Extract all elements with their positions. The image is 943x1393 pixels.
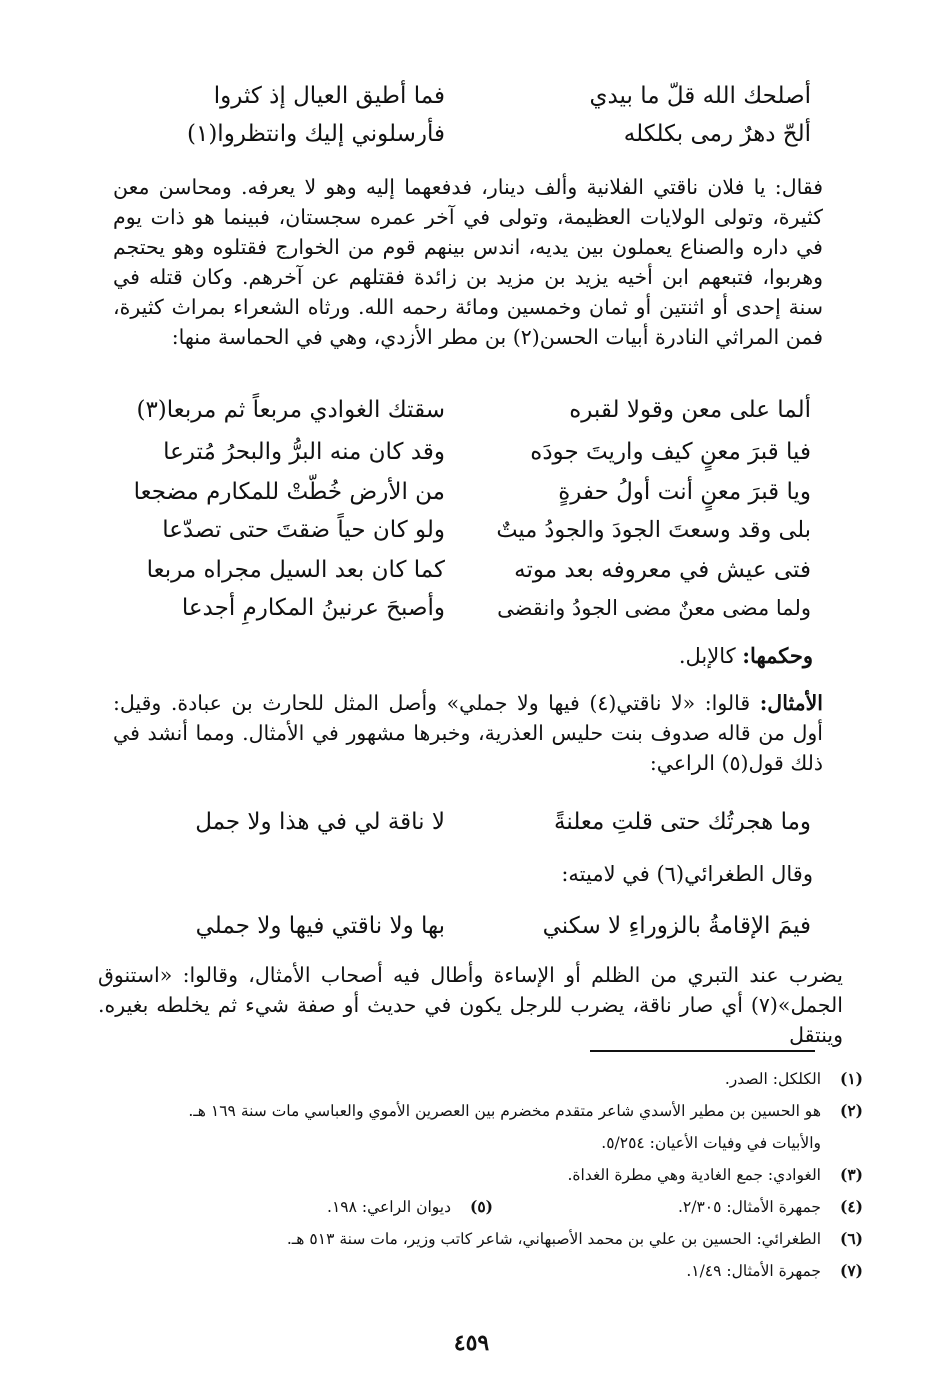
footnote-text: جمهرة الأمثال: ١/٤٩. xyxy=(686,1262,821,1280)
footnote-text: هو الحسين بن مطير الأسدي شاعر متقدم مخضرم بين العصرين الأموي والعباسي مات سنة ١٦٩ هـ. xyxy=(188,1102,821,1120)
footnote-number: (٤) xyxy=(839,1197,863,1216)
verse-second-hemistich: فأرسلوني إليك وانتظروا(١) xyxy=(186,121,445,147)
verse-first-hemistich: ويا قبرَ معنٍ أنت أولُ حفرةٍ xyxy=(558,479,811,505)
verse xyxy=(0,510,943,550)
footnote-second xyxy=(327,1196,493,1218)
verse-second-hemistich: من الأرض خُطّتْ للمكارم مضجعا xyxy=(133,479,445,505)
amthal-label: الأمثال: xyxy=(759,691,823,715)
verse-first-hemistich: ألحّ دهرٌ رمى بكلكله xyxy=(623,121,811,147)
paragraph-maan: فقال: يا فلان ناقتي الفلانية وألف دينار، فدفعهما إليه وهو لا يعرفه. ومحاسن معن كثيرة، وتولى الولايات العظيمة، وتولى في آخر عمره سجستان، فبينما هو ذات يوم في داره والصناع يعملون بين يديه، اندس بينهم قوم من الخوارج فقتلوه وهو يحتجم وهربوا، فتبعهم ابن أخيه يزيد بن مزيد بن زائدة فقتلهم عن آخرهم. وكان قتله في سنة إحدى أو اثنتين أو ثمان وخمسين ومائة رحمه الله. ورثاه الشعراء بمراث كثيرة، فمن المراثي النادرة أبيات الحسن(٢) بن مطر الأزدي، وهي في الحماسة منها: xyxy=(113,175,823,349)
verse-second-hemistich: سقتك الغوادي مربعاً ثم مربعا(٣) xyxy=(136,397,445,423)
footnote-number: (٣) xyxy=(839,1165,863,1184)
footnote-continuation xyxy=(601,1132,863,1154)
verse-first-hemistich: فتى عيش في معروفه بعد موته xyxy=(514,557,811,583)
footnote-number: (٧) xyxy=(839,1261,863,1280)
footnote-number: (١) xyxy=(839,1069,863,1088)
verse-first-hemistich: وما هجرتُك حتى قلتِ معلنةً xyxy=(554,809,811,835)
verse-second-hemistich: بها ولا ناقتي فيها ولا جملي xyxy=(195,913,445,939)
verse-first-hemistich: بلى وقد وسعتَ الجودَ والجودُ ميتٌ xyxy=(496,517,811,543)
footnote-text: والأبيات في وفيات الأعيان: ٥/٢٥٤. xyxy=(601,1134,821,1152)
verse-first-hemistich: أصلحك الله قلّ ما بيدي xyxy=(589,83,811,109)
footnote-divider xyxy=(590,1050,815,1052)
verse xyxy=(0,550,943,590)
footnote xyxy=(188,1100,863,1122)
verse xyxy=(0,472,943,512)
footnote-text: الطغرائي: الحسين بن علي بن محمد الأصبهاني، شاعر كاتب وزير، مات سنة ٥١٣ هـ. xyxy=(286,1230,821,1248)
verse xyxy=(0,588,943,628)
verse-second-hemistich: فما أطيق العيال إذ كثروا xyxy=(213,83,445,109)
footnote-number: (٥) xyxy=(469,1197,493,1216)
verse xyxy=(0,432,943,472)
footnote-number: (٢) xyxy=(839,1101,863,1120)
hukm-line xyxy=(679,640,813,672)
hukm-text: كالإبل. xyxy=(678,644,743,668)
footnote-number: (٦) xyxy=(839,1229,863,1248)
paragraph-proverb: يضرب عند التبري من الظلم أو الإساءة وأطال فيه أصحاب الأمثال، وقالوا: «استنوق الجمل»(٧) أي صار ناقة، يضرب للرجل يكون في حديث أو صفة شيء ثم يخلطه بغيره. وينتقل xyxy=(98,963,843,1047)
verse-first-hemistich: ولما مضى معنٌ مضى الجودُ وانقضى xyxy=(497,596,811,620)
verse xyxy=(0,390,943,430)
footnote-text: الكلكل: الصدر. xyxy=(724,1070,821,1088)
verse-second-hemistich: ولو كان حياً ضقتَ حتى تصدّعا xyxy=(162,517,445,543)
verse-second-hemistich: وقد كان منه البرُّ والبحرُ مُترعا xyxy=(163,439,445,465)
page-number: ٤٥٩ xyxy=(453,1330,490,1356)
footnote-text: الغوادي: جمع الغادية وهي مطرة الغداة. xyxy=(567,1166,821,1184)
verse xyxy=(0,114,943,154)
footnote-pair xyxy=(327,1196,863,1218)
verse xyxy=(0,802,943,842)
hukm-label: وحكمها: xyxy=(742,643,813,668)
verse-first-hemistich: فيمَ الإقامةُ بالزوراءِ لا سكني xyxy=(542,913,811,939)
footnote xyxy=(567,1164,863,1186)
verse-second-hemistich: كما كان بعد السيل مجراه مربعا xyxy=(146,557,445,583)
verse xyxy=(0,906,943,946)
verse-second-hemistich: لا ناقة لي في هذا ولا جمل xyxy=(195,809,445,835)
footnote-text: جمهرة الأمثال: ٢/٣٠٥. xyxy=(677,1198,821,1216)
footnote xyxy=(287,1228,863,1250)
footnote xyxy=(725,1068,863,1090)
footnote-text: ديوان الراعي: ١٩٨. xyxy=(327,1198,451,1216)
verse-first-hemistich: ألما على معن وقولا لقبره xyxy=(569,397,811,423)
footnote xyxy=(686,1260,863,1282)
verse-first-hemistich: فيا قبرَ معنٍ كيف واريتَ جودَه xyxy=(530,439,811,465)
amthal-text: قالوا: «لا ناقتي(٤) فيها ولا جملي» وأصل المثل للحارث بن عبادة. وقيل: أول من قاله صدوف بنت حليس العذرية، وخبرها مشهور في الأمثال. ومما أنشد في ذلك قول(٥) الراعي: xyxy=(113,691,823,775)
verse xyxy=(0,76,943,116)
verse-second-hemistich: وأصبحَ عرنينُ المكارمِ أجدعا xyxy=(181,595,445,621)
paragraph-amthal xyxy=(113,688,823,778)
tughrai-intro: وقال الطغرائي(٦) في لاميته: xyxy=(561,862,813,886)
